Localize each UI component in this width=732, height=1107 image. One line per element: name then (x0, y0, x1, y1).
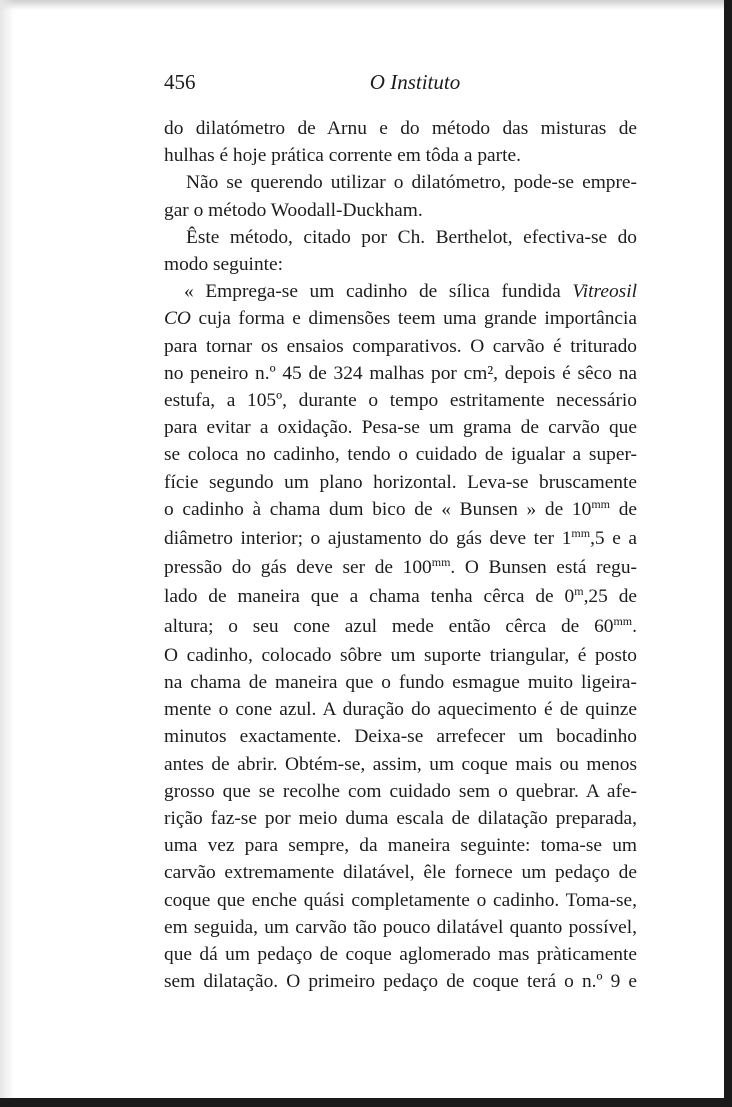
text-line (164, 360, 637, 387)
text-line: grosso que se recolhe com cuidado sem o quebrar. A afe- (164, 780, 637, 802)
body-text (164, 115, 637, 996)
page-number: 456 (164, 70, 196, 94)
text-line: modo seguinte: (164, 254, 284, 276)
text-line: O cadinho, colocado sôbre um suporte triangular, é posto (164, 644, 637, 666)
page-edge-shadow (0, 0, 724, 10)
text-line: gar o método Woodall-Duckham. (164, 199, 423, 221)
text-run: altura; o seu cone azul mede então cêrca de 60 (164, 615, 614, 637)
text-run: . O Bunsen está regu- (450, 557, 637, 579)
text-run: de (618, 498, 637, 520)
text-line: para tornar os ensaios comparativos. O carvão é triturado (164, 335, 637, 357)
text-line (164, 278, 637, 305)
unit-superscript: mm (431, 555, 451, 570)
unit-superscript: m (574, 584, 584, 599)
text-line: rição faz-se por meio duma escala de dilatação preparada, (164, 808, 637, 830)
text-line (164, 496, 637, 525)
text-run: ,5 e a (590, 528, 637, 550)
text-line (164, 525, 637, 554)
text-line (164, 305, 637, 332)
unit-superscript: mm (571, 526, 591, 541)
text-line (164, 583, 637, 612)
text-line: do dilatómetro de Arnu e do método das misturas de (164, 118, 637, 139)
text-line: que dá um pedaço de coque aglomerado mas pràticamente (164, 944, 637, 966)
italic-term: CO (164, 308, 191, 330)
text-line: em seguida, um carvão tão pouco dilatável quanto possível, (164, 916, 637, 938)
italic-term: Vitreosil (572, 281, 637, 303)
text-line: minutos exactamente. Deixa-se arrefecer um bocadinho (164, 726, 637, 748)
text-run: lado de maneira que a chama tenha cêrca de 0 (164, 586, 575, 608)
text-run: no peneiro n.º 45 de 324 malhas por cm (164, 362, 488, 384)
text-line: coque que enche quási completamente o cadinho. Toma-se, (164, 889, 637, 911)
text-line: Êste método, citado por Ch. Berthelot, efectiva-se do (186, 226, 637, 248)
text-run: o cadinho à chama dum bico de « Bunsen » de 10 (164, 498, 592, 520)
text-line: para evitar a oxidação. Pesa-se um grama de carvão que (164, 417, 637, 439)
page-edge-shadow-left (0, 0, 14, 1098)
text-line: uma vez para sempre, da maneira seguinte: toma-se um (164, 835, 637, 857)
text-run: ², depois é sêco na (487, 362, 637, 384)
page-header (164, 70, 636, 100)
text-line: antes de abrir. Obtém-se, assim, um coque mais ou menos (164, 753, 637, 775)
text-run: . (632, 615, 637, 637)
text-run: diâmetro interior; o ajustamento do gás deve ter 1 (164, 528, 572, 550)
text-run: ,25 de (583, 586, 637, 608)
text-run: « Emprega-se um cadinho de sílica fundida (184, 281, 561, 303)
text-run: cuja forma e dimensões teem uma grande importância (198, 308, 637, 330)
text-line: estufa, a 105º, durante o tempo estritamente necessário (164, 390, 637, 412)
text-run: pressão do gás deve ser de 100 (164, 557, 432, 579)
text-line: se coloca no cadinho, tendo o cuidado de igualar a super- (164, 444, 637, 466)
text-line: na chama de maneira que o fundo esmague muito ligeira- (164, 672, 637, 694)
text-line: hulhas é hoje prática corrente em tôda a parte. (164, 145, 521, 167)
text-line: carvão extremamente dilatável, êle fornece um pedaço de (164, 862, 637, 884)
text-line (164, 613, 637, 642)
unit-superscript: mm (591, 496, 610, 511)
text-line: Não se querendo utilizar o dilatómetro, pode-se empre- (186, 172, 637, 194)
text-line (164, 554, 637, 583)
text-line: mente o cone azul. A duração do aquecimento é de quinze (164, 699, 637, 721)
text-line: sem dilatação. O primeiro pedaço de coque terá o n.º 9 e (164, 971, 637, 993)
running-title: O Instituto (369, 70, 461, 94)
text-line: fície segundo um plano horizontal. Leva-se bruscamente (164, 471, 637, 493)
unit-superscript: mm (613, 613, 633, 628)
